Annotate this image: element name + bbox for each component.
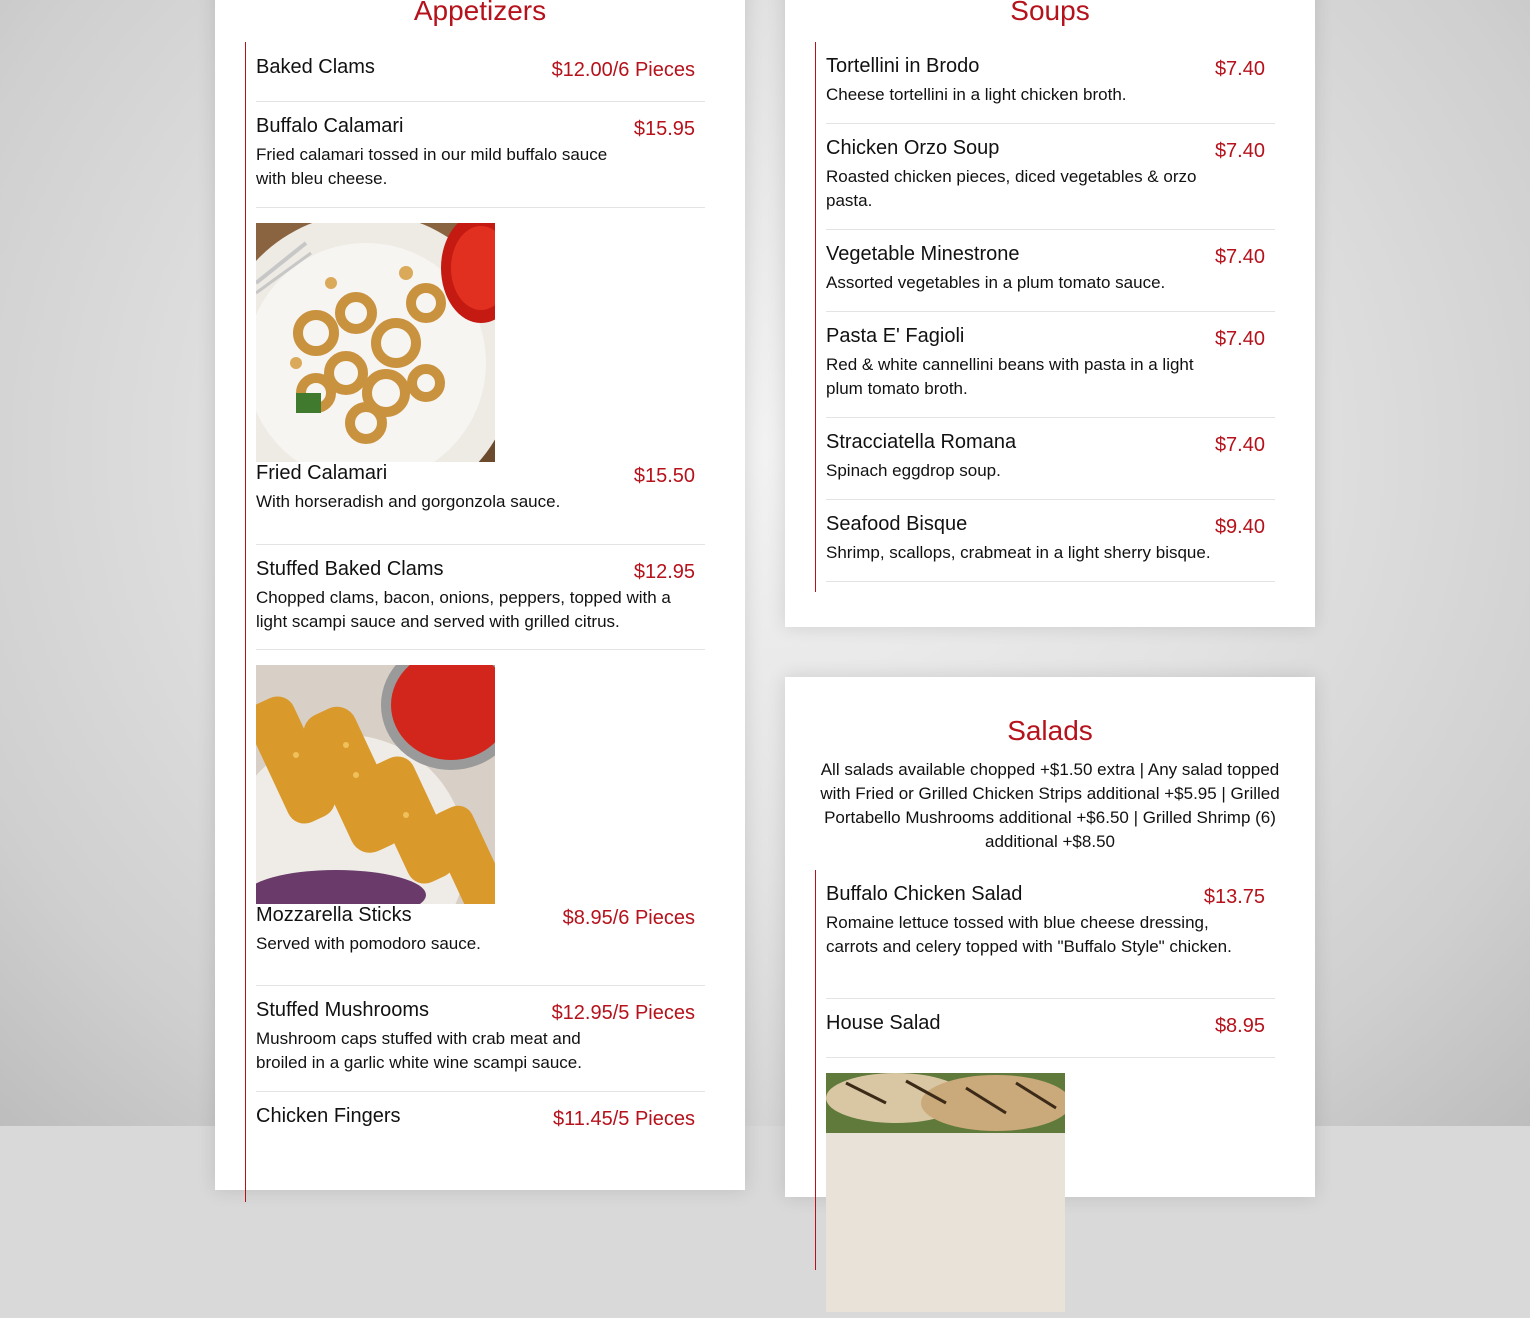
item-description: Roasted chicken pieces, diced vegetables & orzo pasta.: [826, 167, 1197, 210]
item-name: Buffalo Chicken Salad: [826, 883, 1023, 905]
item-description: Fried calamari tossed in our mild buffalo sauce with bleu cheese.: [256, 145, 608, 188]
item-name: Mozzarella Sticks: [256, 904, 412, 926]
item-name: Stuffed Mushrooms: [256, 999, 430, 1021]
menu-item[interactable]: [256, 1092, 705, 1152]
item-name: Buffalo Calamari: [256, 115, 404, 137]
item-price: $13.75: [1203, 886, 1265, 908]
salads-list: [815, 870, 1275, 1270]
item-price: $8.95/6 Pieces: [562, 907, 695, 929]
soups-section: [785, 0, 1315, 627]
item-name: Pasta E' Fagioli: [826, 325, 965, 347]
menu-item[interactable]: [256, 544, 705, 650]
section-title-appetizers: Appetizers: [413, 0, 547, 26]
menu-item[interactable]: [826, 230, 1275, 312]
item-description: With horseradish and gorgonzola sauce.: [256, 492, 561, 511]
menu-item[interactable]: [826, 870, 1275, 999]
item-name: Chicken Orzo Soup: [826, 137, 1000, 159]
menu-item[interactable]: [256, 102, 705, 208]
item-name: Tortellini in Brodo: [826, 55, 980, 77]
item-description: Spinach eggdrop soup.: [826, 461, 1001, 480]
item-description: Shrimp, scallops, crabmeat in a light sherry bisque.: [826, 543, 1211, 562]
item-description: Served with pomodoro sauce.: [256, 934, 481, 953]
item-price: $7.40: [1214, 328, 1265, 350]
item-price: $7.40: [1214, 246, 1265, 268]
item-price: $15.50: [633, 465, 695, 487]
menu-item[interactable]: [256, 42, 705, 102]
item-price: $7.40: [1214, 58, 1265, 80]
item-price: $9.40: [1214, 516, 1265, 538]
appetizers-section: [215, 0, 745, 1190]
item-price: $7.40: [1214, 140, 1265, 162]
item-price: $12.95/5 Pieces: [551, 1002, 695, 1024]
menu-item[interactable]: [826, 42, 1275, 124]
salads-note: All salads available chopped +$1.50 extra | Any salad topped with Fried or Grilled Chicken Strips additional +$5.95 | Grilled Portabello Mushrooms additional +$6.50 | Grilled Shrimp (6) additional +$8.50: [820, 760, 1280, 851]
item-price: $12.00/6 Pieces: [551, 59, 695, 81]
appetizers-list: [245, 42, 705, 1202]
item-description: Mushroom caps stuffed with crab meat and broiled in a garlic white wine scampi sauce.: [256, 1029, 582, 1072]
menu-item: [826, 1058, 1275, 1318]
item-name: House Salad: [826, 1012, 941, 1034]
item-price: $11.45/5 Pieces: [553, 1108, 695, 1130]
item-description: Red & white cannellini beans with pasta in a light plum tomato broth.: [826, 355, 1194, 398]
section-title-soups: Soups: [1010, 0, 1090, 26]
item-name: Vegetable Minestrone: [826, 243, 1020, 265]
section-title-salads: Salads: [1007, 715, 1093, 746]
item-name: Seafood Bisque: [826, 513, 968, 535]
menu-item[interactable]: [256, 986, 705, 1092]
item-price: $12.95: [633, 561, 695, 583]
item-description: Cheese tortellini in a light chicken broth.: [826, 85, 1127, 104]
salads-section: [785, 677, 1315, 1197]
item-description: Romaine lettuce tossed with blue cheese dressing, carrots and celery topped with "Buffalo Style" chicken.: [826, 913, 1232, 956]
item-price: $7.40: [1214, 434, 1265, 456]
soups-list: [815, 42, 1275, 592]
fried-calamari-photo: [256, 223, 495, 462]
item-description: Assorted vegetables in a plum tomato sauce.: [826, 273, 1166, 292]
menu-item[interactable]: [256, 650, 705, 986]
item-name: Chicken Fingers: [256, 1105, 401, 1127]
item-price: $8.95: [1214, 1015, 1265, 1037]
menu-item[interactable]: [826, 418, 1275, 500]
item-description: Chopped clams, bacon, onions, peppers, topped with a light scampi sauce and served with grilled citrus.: [256, 588, 671, 631]
mozzarella-sticks-photo: [256, 665, 495, 904]
item-name: Stracciatella Romana: [826, 431, 1017, 453]
menu-item[interactable]: [256, 208, 705, 544]
menu-item[interactable]: [826, 124, 1275, 230]
menu-item[interactable]: [826, 500, 1275, 582]
item-name: Stuffed Baked Clams: [256, 558, 444, 580]
item-name: Fried Calamari: [256, 462, 388, 484]
menu-item[interactable]: [826, 312, 1275, 418]
item-name: Baked Clams: [256, 56, 375, 78]
menu-item[interactable]: [826, 999, 1275, 1058]
grilled-chicken-photo: [826, 1073, 1065, 1312]
item-price: $15.95: [633, 118, 695, 140]
